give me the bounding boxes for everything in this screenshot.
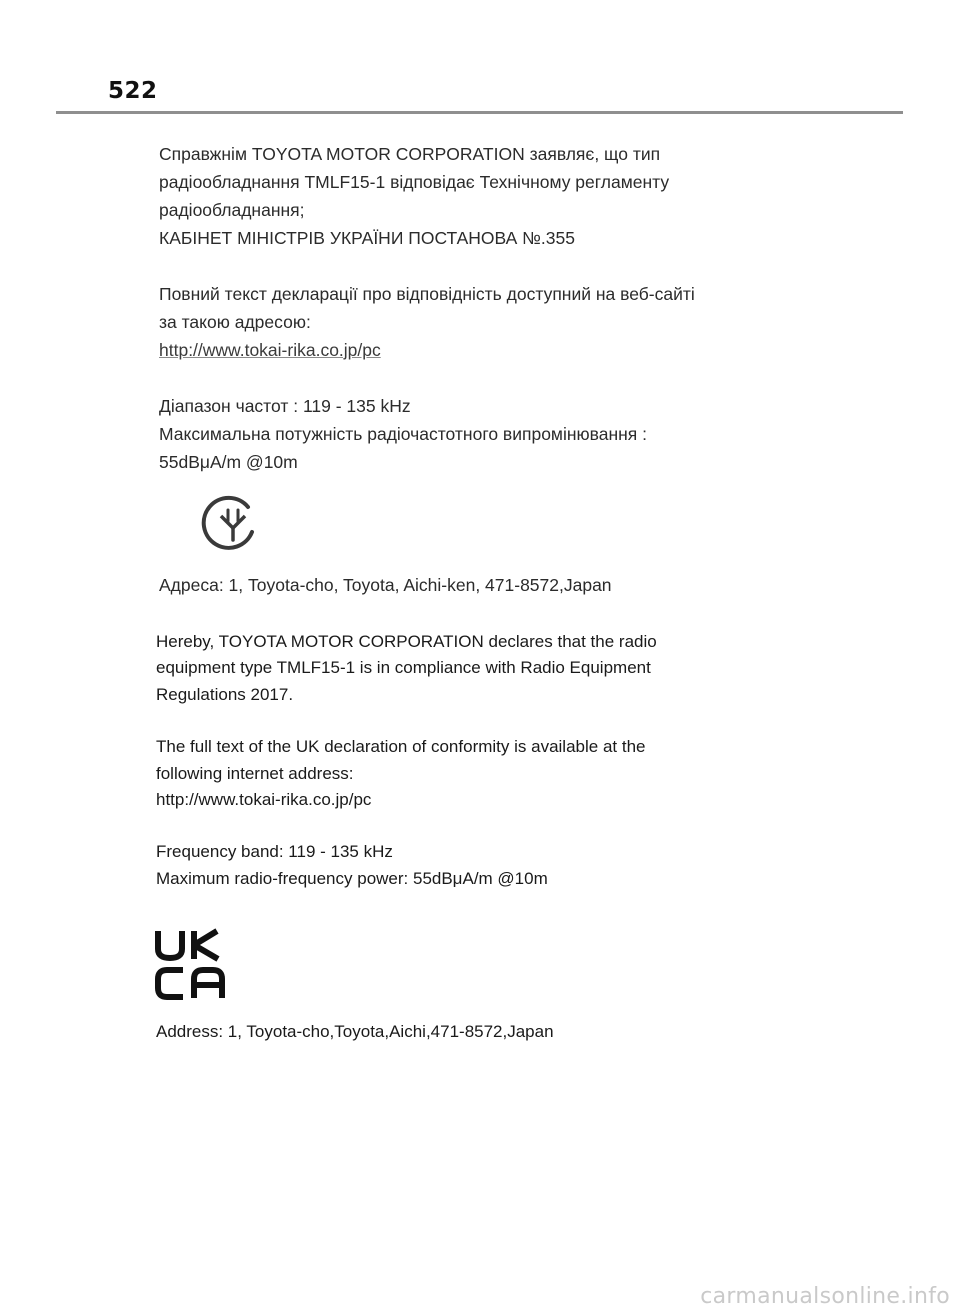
spacer (156, 813, 796, 839)
ua-frequency-line: Діапазон частот : 119 - 135 kHz (159, 396, 411, 416)
ua-address: Адреса: 1, Toyota-cho, Toyota, Aichi-ken, 471-8572,Japan (159, 575, 612, 595)
en-declaration-line-1: Hereby, TOYOTA MOTOR CORPORATION declares that the radio (156, 632, 657, 651)
spacer (159, 252, 809, 280)
ua-full-text-line-1: Повний текст декларації про відповідність доступний на веб-сайті (159, 284, 695, 304)
ua-url-link[interactable]: http://www.tokai-rika.co.jp/pc (159, 340, 381, 360)
ua-declaration-line-2: радіообладнання TMLF15-1 відповідає Технічному регламенту (159, 172, 670, 192)
header-rule (56, 111, 903, 114)
ua-power-line-1: Максимальна потужність радіочастотного випромінювання : (159, 424, 647, 444)
ukca-mark-icon (154, 928, 226, 1000)
en-declaration-line-2: equipment type TMLF15-1 is in compliance with Radio Equipment (156, 658, 651, 678)
en-full-text-line-1: The full text of the UK declaration of conformity is available at the (156, 737, 646, 757)
en-frequency-line: Frequency band: 119 - 135 kHz (156, 842, 393, 862)
en-full-text-line-2: following internet address: (156, 763, 354, 783)
ua-declaration-line-3: радіообладнання; (159, 200, 305, 220)
watermark: carmanualsonline.info (700, 1284, 950, 1309)
en-address: Address: 1, Toyota-cho,Toyota,Aichi,471-8572,Japan (156, 1022, 554, 1041)
en-declaration-line-3: Regulations 2017. (156, 684, 294, 704)
en-power-line: Maximum radio-frequency power: 55dBμA/m @10m (156, 868, 548, 888)
en-url[interactable]: http://www.tokai-rika.co.jp/pc (156, 790, 372, 810)
spacer (159, 364, 809, 392)
ua-full-text-line-2: за такою адресою: (159, 312, 311, 332)
ua-power-line-2: 55dBμA/m @10m (159, 452, 298, 472)
ua-declaration-line-4: КАБІНЕТ МІНІСТРІВ УКРАЇНИ ПОСТАНОВА №.355 (159, 228, 575, 248)
page-number: 522 (108, 78, 158, 104)
ukrainian-conformity-mark-icon (197, 492, 259, 554)
spacer (156, 708, 796, 734)
ua-declaration-line-1: Справжнім TOYOTA MOTOR CORPORATION заявляє, що тип (159, 144, 661, 164)
ukrainian-declaration (159, 140, 809, 476)
english-declaration (156, 629, 796, 892)
